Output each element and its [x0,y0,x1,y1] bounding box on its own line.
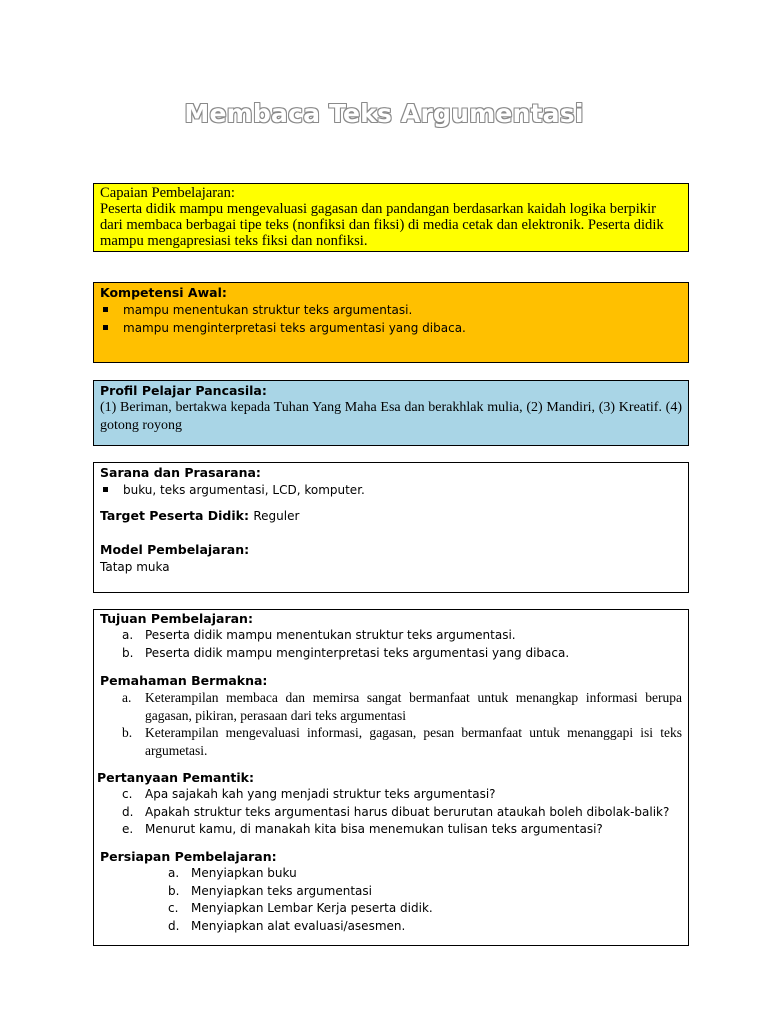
kompetensi-box [93,282,689,363]
list-marker: b. [168,883,180,898]
list-marker: c. [168,901,179,916]
sarana-heading: Sarana dan Prasarana: [100,465,261,480]
list-item-text: Menyiapkan teks argumentasi [191,883,372,898]
list-item-text: Menurut kamu, di manakah kita bisa menemukan tulisan teks argumentasi? [145,822,603,837]
square-bullet-icon [103,487,108,492]
list-item-text: Peserta didik mampu menentukan struktur teks argumentasi. [145,628,516,642]
list-item-text: Menyiapkan buku [191,865,297,880]
profil-box [93,380,689,446]
list-item-text: Apa sajakah kah yang menjadi struktur teks argumentasi? [145,787,496,802]
model-label: Model Pembelajaran: [100,542,250,557]
list-item-text: mampu menginterpretasi teks argumentasi yang dibaca. [123,321,466,335]
list-marker: b. [122,645,134,660]
profil-heading: Profil Pelajar Pancasila: [100,383,267,398]
pemahaman-list [122,689,682,759]
list-item [100,319,682,337]
target-label: Target Peserta Didik: [100,508,249,523]
list-item [100,301,682,319]
pemahaman-heading: Pemahaman Bermakna: [100,673,268,689]
list-item-text: Apakah struktur teks argumentasi harus dibuat berurutan ataukah boleh dibolak-balik? [145,804,670,819]
list-marker: a. [168,865,180,880]
capaian-heading: Capaian Pembelajaran: [100,185,235,201]
list-marker: d. [168,918,180,933]
list-item-text: Keterampilan membaca dan memirsa sangat bermanfaat untuk menangkap informasi berupa gagasan, pikiran, perasaan dari teks argumentasi [145,690,682,723]
list-item [122,689,682,724]
tujuan-box [93,609,689,946]
list-item-text: Peserta didik mampu menginterpretasi teks argumentasi yang dibaca. [145,645,570,660]
tujuan-list [122,627,682,662]
target-value: Reguler [253,509,300,523]
sarana-list [100,481,682,499]
square-bullet-icon [103,307,108,312]
list-item [122,786,682,804]
list-item [122,724,682,759]
capaian-text: Peserta didik mampu mengevaluasi gagasan dan pandangan berdasarkan kaidah logika berpikir dari membaca berbagai tipe teks (nonfiksi dan fiksi) di media cetak dan elektronik. Peserta didik mampu mengapresiasi teks fiksi dan nonfiksi. [100,201,664,249]
list-item-text: mampu menentukan struktur teks argumentasi. [123,303,413,317]
list-item-text: Menyiapkan Lembar Kerja peserta didik. [191,901,433,916]
list-marker: a. [122,690,132,706]
kompetensi-list [100,301,682,337]
list-item [122,821,682,839]
list-item-text: Menyiapkan alat evaluasi/asesmen. [191,918,406,933]
tujuan-heading: Tujuan Pembelajaran: [100,611,253,626]
sarana-box [93,462,689,593]
profil-text: (1) Beriman, bertakwa kepada Tuhan Yang Maha Esa dan berakhlak mulia, (2) Mandiri, (3) Kreatif. (4) gotong royong [100,400,682,433]
list-marker: b. [122,725,133,741]
list-item [122,627,682,645]
pertanyaan-list [122,786,682,839]
persiapan-list [168,865,682,935]
list-item [168,865,682,883]
list-marker: a. [122,628,134,642]
list-marker: c. [122,787,133,802]
pertanyaan-heading: Pertanyaan Pemantik: [97,770,254,786]
persiapan-heading: Persiapan Pembelajaran: [100,848,277,864]
list-item [168,883,682,901]
square-bullet-icon [103,325,108,330]
list-item [168,900,682,918]
model-value: Tatap muka [100,560,170,574]
list-item [122,645,682,663]
list-item [100,481,682,499]
list-item-text: buku, teks argumentasi, LCD, komputer. [123,483,365,497]
list-marker: e. [122,822,134,837]
list-item-text: Keterampilan mengevaluasi informasi, gagasan, pesan bermanfaat untuk menanggapi isi teks argumetasi. [145,725,682,758]
kompetensi-heading: Kompetensi Awal: [100,285,227,300]
target-row [100,507,682,525]
list-item [168,918,682,936]
page-title: Membaca Teks Argumentasi [184,99,584,128]
list-item [122,804,682,822]
capaian-box [93,183,689,252]
list-marker: d. [122,804,134,819]
